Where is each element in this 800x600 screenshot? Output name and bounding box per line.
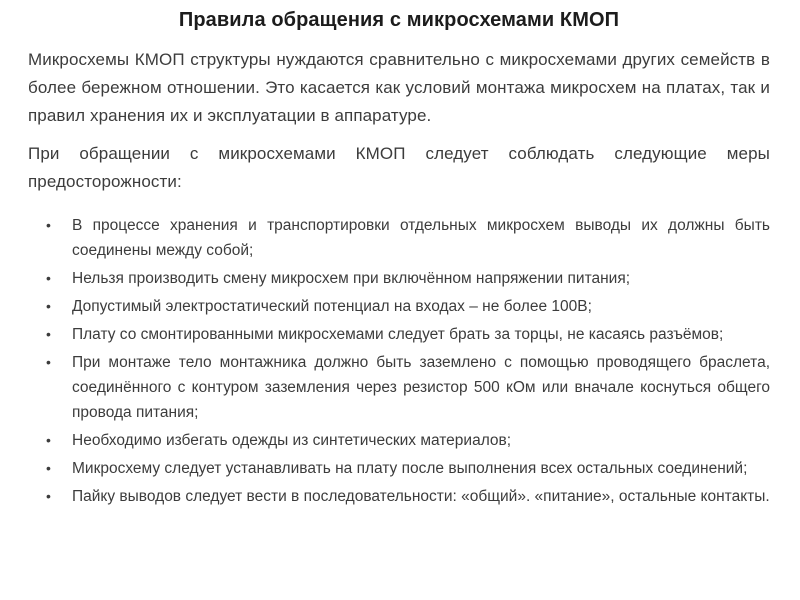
bullet-text: Пайку выводов следует вести в последовательности: «общий». «питание», остальные контакты. — [72, 488, 770, 505]
list-item — [46, 322, 770, 347]
bullet-text: При монтаже тело монтажника должно быть заземлено с помощью проводящего браслета, соединённого с контуром заземления через резистор 500 кОм или вначале коснуться общего провода питания; — [72, 354, 770, 421]
bullet-icon — [46, 350, 56, 375]
precautions-lead-paragraph: При обращении с микросхемами КМОП следует соблюдать следующие меры предосторожности: — [28, 144, 770, 191]
bullet-icon — [46, 322, 56, 347]
bullet-icon — [46, 213, 56, 238]
list-item — [46, 456, 770, 481]
intro-paragraph: Микросхемы КМОП структуры нуждаются сравнительно с микросхемами других семейств в более бережном отношении. Это касается как условий монтажа микросхем на платах, так и правил хранения их и эксплуатации в аппаратуре. — [28, 50, 770, 125]
list-item — [46, 350, 770, 425]
bullet-icon — [46, 456, 56, 481]
bullet-icon — [46, 428, 56, 453]
page-title: Правила обращения с микросхемами КМОП — [178, 9, 620, 31]
bullet-icon — [46, 294, 56, 319]
bullet-text: В процессе хранения и транспортировки отдельных микросхем выводы их должны быть соединены между собой; — [72, 217, 770, 259]
bullet-text: Нельзя производить смену микросхем при включённом напряжении питания; — [72, 270, 631, 287]
bullet-text: Микросхему следует устанавливать на плату после выполнения всех остальных соединений; — [72, 460, 748, 477]
bullet-icon — [46, 266, 56, 291]
precautions-bullet-list — [46, 213, 770, 509]
bullet-text: Допустимый электростатический потенциал на входах – не более 100В; — [72, 298, 592, 315]
bullet-text: Плату со смонтированными микросхемами следует брать за торцы, не касаясь разъёмов; — [72, 326, 724, 343]
list-item — [46, 294, 770, 319]
bullet-text: Необходимо избегать одежды из синтетических материалов; — [72, 432, 512, 449]
list-item — [46, 266, 770, 291]
list-item — [46, 428, 770, 453]
bullet-icon — [46, 484, 56, 509]
list-item — [46, 484, 770, 509]
list-item — [46, 213, 770, 263]
